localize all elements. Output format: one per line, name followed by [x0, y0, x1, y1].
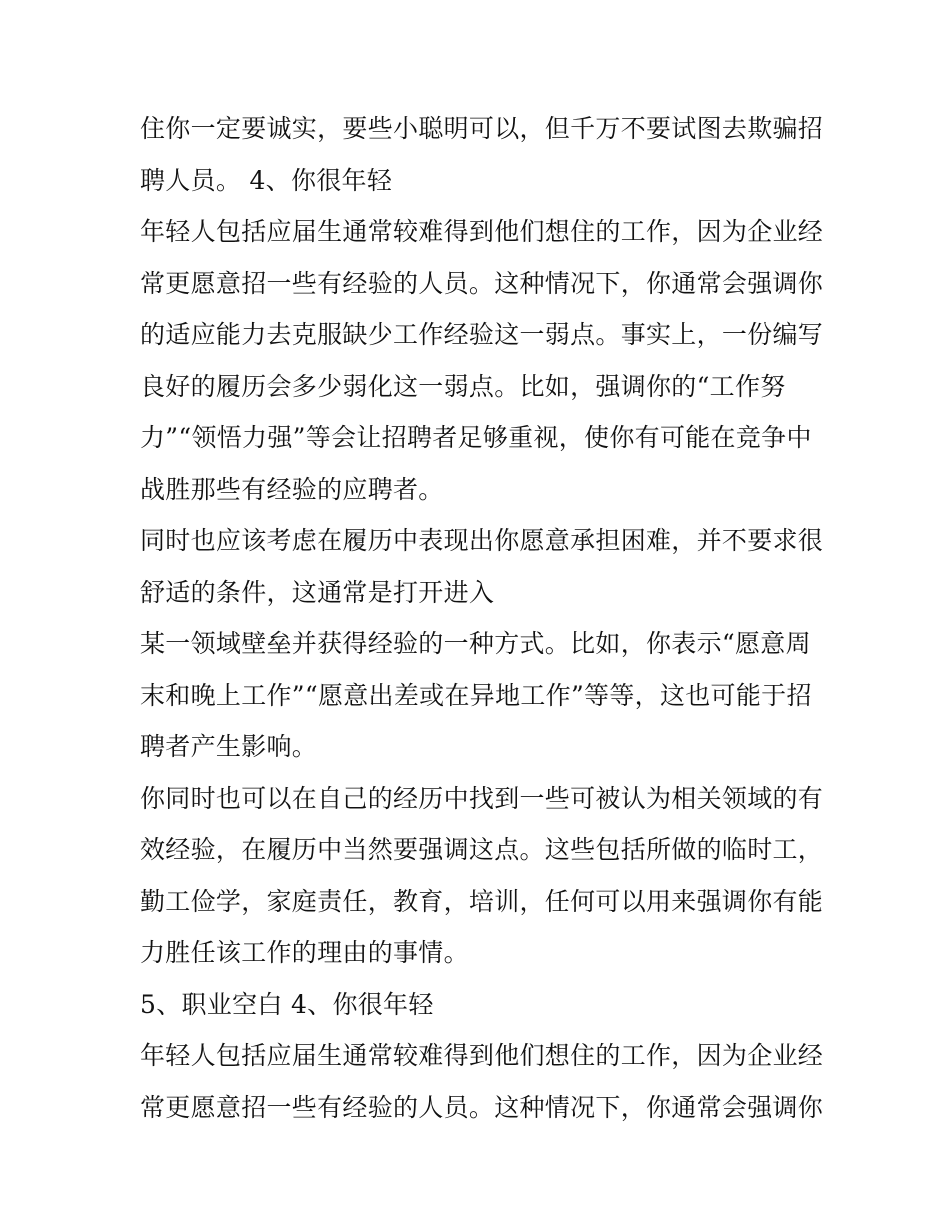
text-line: 聘者产生影响。: [140, 732, 318, 761]
text-line: 战胜那些有经验的应聘者。: [140, 474, 444, 504]
text-line: 5、职业空白 4、你很年轻: [140, 989, 434, 1019]
text-line: 你同时也可以在自己的经历中找到一些可被认为相关领域的有: [140, 783, 824, 813]
text-line: 舒适的条件，这通常是打开进入: [140, 577, 495, 607]
text-line: 常更愿意招一些有经验的人员。这种情况下，你通常会强调你: [140, 268, 824, 298]
text-line: 力胜任该工作的理由的事情。: [140, 938, 469, 967]
text-line: 某一领域壁垒并获得经验的一种方式。比如，你表示“愿意周: [140, 629, 811, 658]
text-line: 效经验，在履历中当然要强调这点。这些包括所做的临时工，: [140, 835, 824, 864]
text-line: 勤工俭学，家庭责任，教育，培训，任何可以用来强调你有能: [140, 886, 824, 916]
text-line: 力”“领悟力强”等会让招聘者足够重视，使你有可能在竞争中: [140, 423, 812, 452]
text-line: 的适应能力去克服缺少工作经验这一弱点。事实上，一份编写: [140, 320, 824, 349]
document-body: [140, 103, 830, 1133]
text-line: 良好的履历会多少弱化这一弱点。比如，强调你的“工作努: [140, 371, 786, 401]
text-line: 常更愿意招一些有经验的人员。这种情况下，你通常会强调你: [140, 1092, 824, 1122]
text-line: 住你一定要诚实，要些小聪明可以，但千万不要试图去欺骗招: [140, 114, 824, 143]
text-line: 末和晚上工作”“愿意出差或在异地工作”等等，这也可能于招: [140, 680, 812, 710]
text-line: 聘人员。 4、你很年轻: [140, 165, 393, 195]
text-line: 年轻人包括应届生通常较难得到他们想住的工作，因为企业经: [140, 217, 824, 246]
text-line: 年轻人包括应届生通常较难得到他们想住的工作，因为企业经: [140, 1041, 824, 1070]
text-line: 同时也应该考虑在履历中表现出你愿意承担困难，并不要求很: [140, 526, 824, 555]
